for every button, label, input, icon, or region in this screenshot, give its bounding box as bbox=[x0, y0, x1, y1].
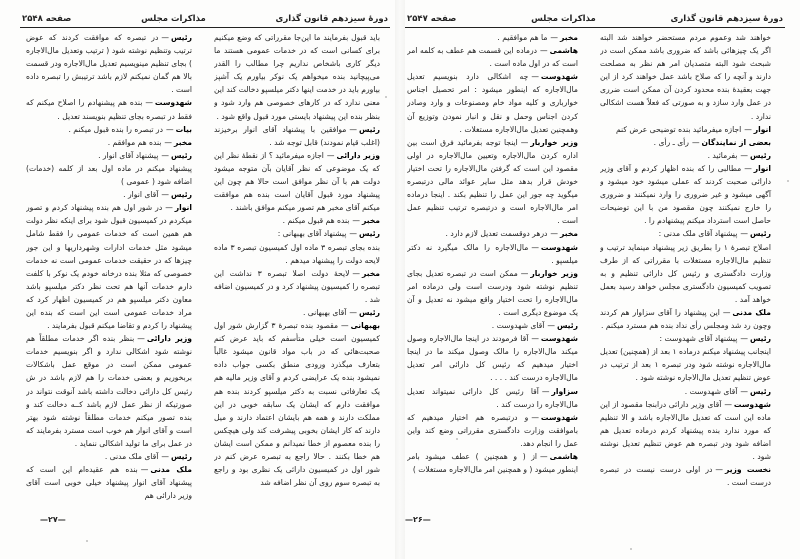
speech-paragraph bbox=[26, 332, 204, 450]
speech-text: آقای ملک مدنی . bbox=[104, 452, 159, 461]
speech-text: آقای وزیر دارائی درابنجا مقصود از این ماده این است که تعدیل مال‌الاجاره باشد و الا تنظیم که مورد ندارد بنده پیشنهاد کردم درماده تعدیل هم اضافه شود ودر تبصره هم عوض تنظیم تعدیل نوشته شود . bbox=[600, 399, 771, 461]
speech-paragraph bbox=[26, 450, 204, 463]
speech-text: از ( و همچنین ) عطف میشود بامر اینطور میشود ( و همچنین امر مال‌الاجاره مستغلات ) bbox=[407, 452, 578, 475]
speaker-dash: — bbox=[164, 137, 172, 147]
speech-paragraph bbox=[407, 31, 590, 44]
speech-text: و درتبصره هم اختیار میدهیم که باموافقت وزارت دادگستری مقرراتی وضع کند واین عمل را انجام دهد. bbox=[407, 412, 578, 448]
speech-text: درماده این قسمت هم عطف به کلمه امر است که در اول ماده است . bbox=[407, 46, 578, 69]
speech-text: بنظر بنده اگر خدمات مطلقاً هم نوشته شود اشکالی ندارد و اگر بنویسیم خدمات عمومی ممکن است در موقع عمل باشکالات بربخوریم و بعضی خدمات را هم لازم باشد در ش رئیس کل دارائی دخالت داشته باشد آنوقت نتواند در صورتیکه از نظر عمل لازم باشد کــه دخالت کند و بنده تصور میکنم خدمات مطلقاً نوشته شود بهتر است و آقای انوار هم خوب است مسترد بفرمایند که در عمل برای ما تولید اشکالی ننماید . bbox=[26, 334, 192, 448]
speech-paragraph bbox=[26, 188, 204, 201]
speech-text: بفرمائید . bbox=[707, 150, 738, 160]
speech-paragraph bbox=[214, 227, 392, 240]
speech-text: خواهند شد وعموم مردم مستحضر خواهند شد البته اگر یک چیزهائی باشد که ضروری باشد ممکن است در شبحث شود البته متصدیان امر هم نظر به مصلحت دارند و آنچه را که صلاح باشد عمل خواهند کرد از این جهت بعقیدهٔ بنده محدود کردن آن ممکن است ضرری در عمل وارد سازد و به صورتی که فعلاً هست اشکالی ندارد . bbox=[600, 33, 771, 121]
speech-paragraph bbox=[407, 385, 590, 411]
speaker-name: بهبهانی bbox=[350, 321, 380, 331]
speaker-name: بعضی از نمایندگان bbox=[701, 137, 771, 147]
speech-paragraph bbox=[600, 332, 783, 345]
speech-text: لایحهٔ دولت اصلا تبصره ۳ نداشت این تبصره را کمیسیون پیشنهاد کرد و در کمیسیون اضافه شد . bbox=[214, 268, 380, 304]
header-title: مذاکرات مجلس bbox=[141, 14, 206, 24]
column-left bbox=[407, 31, 590, 509]
speech-text: در تبصره که موافقت کردند که عوض ترتیب وتنظیم نوشته شود ( ترتیب وتعدیل مال‌الاجاره ) بجای تنظیم مینویسیم تعدیل مال‌الاجاره ودر قسمت بالا هم گمان نمیکنم لازم باشد ترتیبش را تبصره داده است . bbox=[26, 33, 192, 95]
speaker-name: سزاوار bbox=[551, 386, 578, 396]
column-right bbox=[214, 31, 392, 509]
header-page-label: صفحه ۲۵۴۸ bbox=[22, 14, 72, 24]
speaker-dash: — bbox=[724, 399, 732, 409]
speaker-dash: — bbox=[161, 150, 169, 160]
header-period: دورهٔ سیزدهم قانون گذاری bbox=[275, 14, 388, 24]
speech-paragraph bbox=[26, 136, 204, 149]
speaker-dash: — bbox=[352, 216, 360, 226]
speech-text: آقای انوار . bbox=[123, 190, 159, 200]
header-title: مذاکرات مجلس bbox=[531, 14, 596, 24]
text-columns bbox=[26, 31, 392, 509]
text-columns bbox=[407, 31, 783, 509]
speech-text: پیشنهاد میکنم در ماده اول بعد از کلمه (خدمات) اضافه شود ( عمومی ) bbox=[26, 163, 192, 187]
speech-text: آقای شهدوست . bbox=[491, 321, 545, 331]
speech-text: در اولی درست نیست در تبصره درست است . bbox=[600, 465, 771, 488]
speech-paragraph bbox=[600, 162, 783, 227]
speaker-name: انوار bbox=[174, 203, 192, 213]
speech-paragraph bbox=[214, 214, 392, 227]
speech-paragraph bbox=[600, 345, 783, 384]
speech-paragraph bbox=[214, 149, 392, 214]
speech-paragraph bbox=[26, 463, 204, 502]
speech-paragraph bbox=[26, 123, 204, 136]
speaker-name: هاشمی bbox=[549, 452, 578, 461]
speaker-name: شهدوست bbox=[540, 412, 578, 422]
speaker-name: نخست وزیر bbox=[724, 465, 771, 475]
speech-paragraph bbox=[407, 136, 590, 228]
speech-paragraph bbox=[26, 31, 204, 96]
speaker-dash: — bbox=[165, 124, 174, 134]
speech-paragraph bbox=[214, 319, 392, 489]
speech-text: اینجانب پیشنهاد میکنم درماده ۱ بعد از (همچنین) تعدیل مال‌الاجاره نوشته شود ودر تبصره ۱ بعد از ترتیب در عوض تنظیم تعدیل مال‌الاجاره نوشته شود . bbox=[600, 347, 771, 383]
speaker-name: شهدوست bbox=[540, 334, 578, 344]
header-period: دورهٔ سیزدهم قانون گذاری bbox=[670, 14, 783, 24]
speaker-dash: — bbox=[540, 452, 548, 461]
speech-paragraph bbox=[600, 136, 783, 149]
speech-paragraph bbox=[600, 385, 783, 398]
speech-text: پیشنهاد آقای ملک مدنی : bbox=[658, 229, 738, 239]
speaker-dash: — bbox=[715, 465, 723, 475]
page-gutter bbox=[395, 0, 405, 559]
speaker-dash: — bbox=[349, 229, 357, 239]
page-right bbox=[405, 0, 800, 559]
speech-paragraph bbox=[26, 96, 204, 122]
speaker-name: شهدوست bbox=[154, 98, 192, 108]
speaker-name: ملک مدنی bbox=[732, 307, 771, 317]
speaker-name: مخبر bbox=[362, 216, 380, 226]
speech-text: بنده هم پیشنهادم را اصلاح میکنم که فقط در تبصره بجای تنظیم بنویسند تعدیل . bbox=[26, 98, 192, 121]
speaker-name: شهدوست bbox=[540, 242, 578, 252]
speaker-name: رئیس bbox=[170, 190, 192, 200]
speech-text: این پیشنهاد را آقای سزاوار هم کردند وچون رد شد ومجلس رأی نداد بنده هم مسترد میکنم . bbox=[600, 307, 771, 331]
speech-paragraph bbox=[214, 267, 392, 306]
speech-paragraph bbox=[600, 463, 783, 489]
speaker-dash: — bbox=[349, 124, 357, 134]
speech-paragraph bbox=[214, 241, 392, 267]
speech-paragraph bbox=[600, 241, 783, 306]
column-right bbox=[600, 31, 783, 509]
scan-speck bbox=[456, 438, 458, 440]
speech-text: مطالبی را که بنده اظهار کردم و آقای وزیر دارائی صحبت کردند که عملی میشود خود میشود و آگهی میشود و غیر ضروری را وارد نمیکنند و ضروری را خارج نمیکنند چون مقصود من با این توضیحات حاصل است استرداد میکنم پیشنهادم را . bbox=[600, 163, 771, 226]
speech-text: مال‌الاجاره را مالک میگیرد نه دکتر میلسپو . bbox=[407, 242, 578, 265]
speech-text: بنده بجای تبصره ۳ ماده اول کمیسیون تبصره ۳ ماده لایحه دولت را پیشنهاد میدهم . bbox=[214, 242, 380, 265]
page-number: —۲۷— bbox=[40, 515, 66, 524]
speaker-name: وزیر خواربار bbox=[530, 268, 578, 278]
speech-text: آقای بهبهانی . bbox=[302, 307, 347, 317]
speaker-name: رئیس bbox=[170, 150, 192, 160]
speaker-dash: — bbox=[520, 137, 529, 147]
speech-text: اجازه میفرمائید ؟ از نقطهٔ نظر این که یک موضوعی که نظر آقایان بآن متوجه میشود دولت هم با آن نظر موافق است حالا هم چون این پیشنهاد مورد قبول آقایان است بنده هم موافقت میکنم آقای مخبر هم تصور میکنم موافق باشند . bbox=[214, 150, 380, 213]
speaker-dash: — bbox=[547, 321, 555, 331]
speaker-dash: — bbox=[691, 137, 700, 147]
speaker-dash: — bbox=[722, 307, 731, 317]
speech-paragraph bbox=[600, 306, 783, 332]
speech-paragraph bbox=[407, 450, 590, 476]
speaker-dash: — bbox=[352, 268, 360, 278]
speaker-name: بیات bbox=[175, 124, 192, 134]
speech-text: بنده هم عقیده‌ام این است که پیشنهاد آقای انوار پیشنهاد خیلی خوبی است آقای وزیر دارائی هم bbox=[26, 465, 192, 501]
speaker-name: انوار bbox=[753, 163, 771, 173]
speaker-name: شهدوست bbox=[540, 72, 578, 82]
speech-paragraph bbox=[407, 319, 590, 332]
speaker-name: وزیر دارائی bbox=[146, 334, 192, 344]
speaker-dash: — bbox=[531, 72, 539, 82]
page-left bbox=[0, 0, 395, 559]
speaker-dash: — bbox=[349, 307, 357, 317]
speech-text: آقای شهدوست . bbox=[684, 386, 738, 396]
speaker-dash: — bbox=[531, 242, 539, 252]
speech-text: اصلاح تبصرهٔ ۱ را بطریق زیر پیشنهاد مینماید ترتیب و تنظیم مال‌الاجاره مستغلات با مقرراتی که از طرف وزارت دادگستری و رئیس کل دارائی تنظیم و به تصویب کمیسیون دادگستری مجلس خواهد رسید بعمل خواهد آمد . bbox=[600, 242, 771, 304]
speaker-dash: — bbox=[145, 98, 153, 108]
speech-text: پیشنهاد آقای بهبهانی : bbox=[277, 229, 347, 239]
speaker-dash: — bbox=[165, 203, 173, 213]
speaker-dash: — bbox=[744, 124, 752, 134]
header-rule bbox=[20, 27, 390, 28]
speaker-name: وزیر دارائی bbox=[336, 150, 380, 160]
speaker-name: ملک مدنی bbox=[150, 465, 193, 475]
speech-paragraph bbox=[26, 149, 204, 162]
speech-text: آقا فرمودند در اینجا مال‌الاجاره وصول میکند مال‌الاجاره را مالک وصول میکند ما در اینجا اختیار میدهیم که رئیس کل دارائی امر تعدیل مال‌الاجاره درست کند . . . . bbox=[407, 334, 578, 383]
page-number: —۲۶— bbox=[405, 515, 431, 524]
speaker-name: انوار bbox=[753, 124, 771, 134]
speaker-name: وزیر خواربار bbox=[530, 137, 578, 147]
speaker-dash: — bbox=[137, 334, 145, 344]
speaker-name: مخبر bbox=[174, 137, 192, 147]
speech-text: پیشنهاد آقای شهدوست : bbox=[659, 334, 738, 344]
speech-text: اینجا توجه بفرمائید فرق است بین اداره کردن مال‌الاجاره وتعیین مال‌الاجاره در اولی مقصود این است که گرفتن مال‌الاجاره را تحت اختیار خودش قرار بدهد مثل سایر عوائد مالی درتبصره میگوید چه جور این عمل را تنظیم بکند . اینجا درماده امر مال‌الاجاره است و درتبصره ترتیب تنظیم عمل است . bbox=[407, 137, 578, 226]
speaker-dash: — bbox=[740, 334, 748, 344]
page-header bbox=[22, 8, 388, 24]
speech-text: آقا رئیس کل دارائی نمیتواند تعدیل مال‌الاجاره را درست کند . bbox=[407, 386, 578, 409]
speech-text: در شور اول هم بنده پیشنهاد کردم و تصور میکردم در کمیسیون قبول شود برای اینکه نظر دولت هم همین است که خدمات عمومی را فقط شامل میشود مثل خدمات ادارات وشهرداریها و این جور چیزها که در حقیقت خدمات عمومی است نه خدمات خصوصی که مثلا بنده درخانه خودم یک نوکر با کلفت دارم خدمات آنها هم تحت نظر دکتر میلسپو باشد معاون دکتر میلسپو هم در کمیسیون اظهار کرد که مراد خدمات عمومی است این است که بنده این پیشنهاد را کردم و تقاضا میکنم قبول بفرمایند . bbox=[26, 203, 192, 331]
page-header bbox=[407, 8, 783, 24]
speaker-name: رئیس bbox=[170, 33, 192, 42]
speech-paragraph bbox=[214, 306, 392, 319]
speech-paragraph bbox=[407, 241, 590, 267]
speaker-dash: — bbox=[531, 334, 539, 344]
speaker-dash: — bbox=[531, 412, 539, 422]
speech-text: پیشنهاد آقای انوار . bbox=[98, 150, 159, 160]
speaker-dash: — bbox=[140, 465, 149, 475]
speech-text: بنده هم قبول میکنم . bbox=[282, 216, 350, 226]
speech-paragraph bbox=[407, 227, 590, 240]
speaker-dash: — bbox=[161, 33, 169, 42]
speaker-dash: — bbox=[161, 452, 169, 461]
speech-text: ما هم موافقیم . bbox=[497, 33, 548, 42]
speaker-dash: — bbox=[550, 229, 558, 239]
speaker-name: رئیس bbox=[749, 386, 771, 396]
speaker-dash: — bbox=[550, 33, 558, 42]
speech-paragraph bbox=[214, 31, 392, 123]
speaker-name: رئیس bbox=[749, 150, 771, 160]
speech-paragraph bbox=[600, 149, 783, 162]
header-page-label: صفحه ۲۵۴۷ bbox=[407, 14, 457, 24]
speech-paragraph bbox=[214, 123, 392, 149]
speaker-dash: — bbox=[740, 229, 748, 239]
speaker-name: رئیس bbox=[749, 229, 771, 239]
speech-text: در تبصره را بنده قبول میکنم . bbox=[68, 124, 163, 134]
speech-text: رأی ـ رأی . bbox=[653, 137, 689, 147]
column-left bbox=[26, 31, 204, 509]
speaker-dash: — bbox=[541, 386, 550, 396]
speech-paragraph bbox=[600, 31, 783, 123]
speaker-name: شهدوست bbox=[733, 399, 771, 409]
speaker-name: مخبر bbox=[560, 33, 578, 42]
speaker-name: مخبر bbox=[362, 268, 380, 278]
speaker-name: رئیس bbox=[358, 124, 380, 134]
speech-paragraph bbox=[407, 267, 590, 319]
speaker-dash: — bbox=[326, 150, 335, 160]
speech-paragraph bbox=[26, 162, 204, 188]
speaker-name: رئیس bbox=[358, 307, 380, 317]
speaker-dash: — bbox=[744, 163, 752, 173]
header-rule bbox=[405, 27, 785, 28]
speech-paragraph bbox=[407, 411, 590, 450]
speaker-name: رئیس bbox=[358, 229, 380, 239]
speech-paragraph bbox=[600, 123, 783, 136]
speech-text: بنده هم موافقم . bbox=[107, 137, 162, 147]
speech-paragraph bbox=[26, 201, 204, 332]
speech-text: ممکن است در تبصره تعدیل بجای تنظیم نوشته شود ودرست است ولی درماده امر مال‌الاجاره را تحت اختیار واقع میشود نه تعدیل و آن یک موضوع دیگری است . bbox=[407, 268, 578, 317]
scan-speck bbox=[86, 540, 88, 542]
speech-text: چه اشکالی دارد بنویسیم تعدیل مال‌الاجاره که اینطور میشود : امر تحصیل اجناس خوارباری و کلیه مواد خام ومصنوعات و وارد وصادر کردن اجناس وحمل و نقل و انبار نمودن وتوزیع آن وهمچنین تعدیل مال‌الاجاره مستغلات . bbox=[407, 72, 578, 134]
speaker-dash: — bbox=[161, 190, 169, 200]
scan-speck bbox=[630, 548, 632, 550]
speaker-dash: — bbox=[341, 321, 349, 331]
scan-speck bbox=[385, 96, 387, 98]
speaker-name: رئیس bbox=[170, 452, 192, 461]
speech-paragraph bbox=[407, 70, 590, 135]
speaker-name: مخبر bbox=[560, 229, 578, 239]
speaker-dash: — bbox=[740, 150, 748, 160]
speech-text: مقصود بنده تبصرهٔ ۳ گزارش شور اول کمیسیون است خیلی متأسفم که باید عرض کنم صحبت‌هائی که در باب مواد قانون میشود غالباً بتعارف میگذرد ورودی منطق بکسی جواب داده نمیشود بنده یک عرایضی کردم و آقای وزیر مالیه هم یک تعارفاتی نسبت به دکتر میلسپو کردند بنده هم موافقت دارم که ایشان یک سابقه خوبی در این مملکت دارند و همه هم بایشان اعتماد دارند و میل دارند که کار ایشان بخوبی پیشرفت کند ولی هیچکس را بنده معصوم از خطا نمیدانم و ممکن است ایشان هم خطا بکنند . حالا راجع به تبصره عرض کنم در شور اول در کمیسیون دارائی یک نظری بود و راجع به تبصره سوم روی آن نظر اضافه شد bbox=[214, 321, 380, 488]
speech-paragraph bbox=[407, 44, 590, 70]
speaker-name: رئیس bbox=[556, 321, 578, 331]
scan-speck bbox=[787, 180, 789, 182]
speaker-dash: — bbox=[520, 268, 529, 278]
speaker-name: هاشمی bbox=[549, 46, 578, 56]
speech-paragraph bbox=[600, 398, 783, 463]
speech-paragraph bbox=[600, 227, 783, 240]
speaker-dash: — bbox=[740, 386, 748, 396]
speech-text: اجازه میفرمائید بنده توضیحی عرض کنم bbox=[615, 124, 742, 134]
speech-paragraph bbox=[407, 332, 590, 384]
speech-text: موافقین با پیشنهاد آقای انوار برخیزند (اغلب قیام نمودند) قابل توجه شد . bbox=[214, 124, 380, 147]
speech-text: درهر دوقسمت تعدیل لازم دارد . bbox=[445, 229, 548, 239]
speaker-dash: — bbox=[540, 46, 548, 56]
speech-text: باید قبول بفرمایند ما این‌جا مقرراتی که وضع میکنیم برای کسانی است که در خدمات عمومی هستند ما دیگر کاری باشخاص نداریم چرا مطالب را القدر می‌پیچانید بنده میخواهم یک نوکر بیاورم یک آشپز بیاورم باید در خدمت اینها دکتر میلسپو دخالت کند این معنی ندارد که در کارهای خصوصی هم وارد شود و بنظر بنده این پیشنهاد بایستی مورد قبول واقع شود . bbox=[214, 33, 380, 121]
speaker-name: رئیس bbox=[749, 334, 771, 344]
